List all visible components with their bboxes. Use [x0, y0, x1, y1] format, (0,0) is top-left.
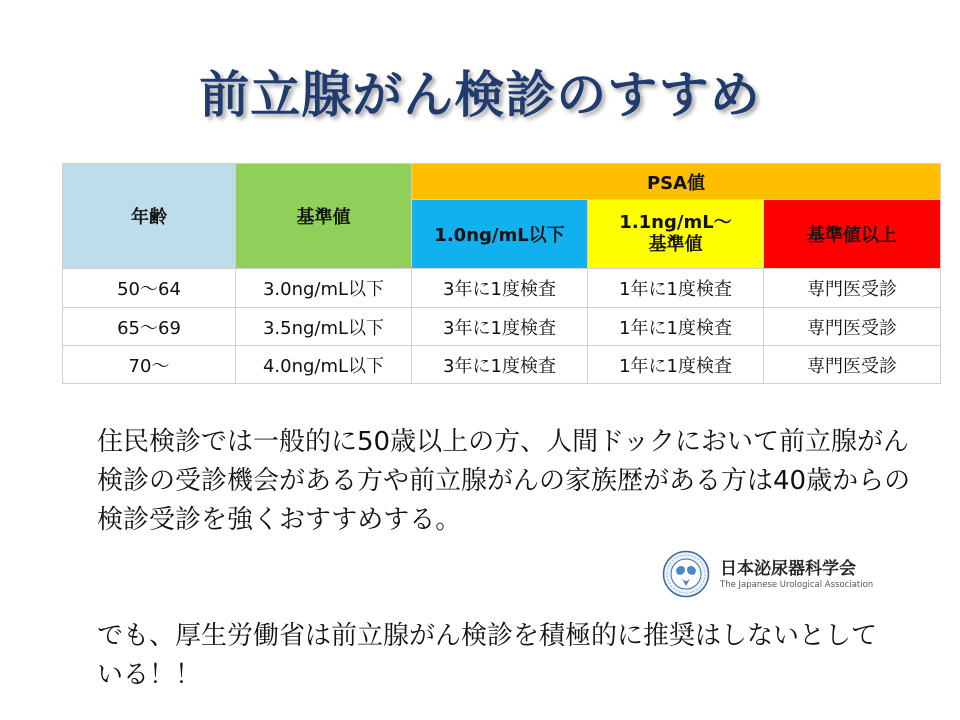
- cell-age: 50〜64: [63, 269, 236, 308]
- table-row: [63, 346, 941, 384]
- table-row: [63, 308, 941, 346]
- logo-name: 日本泌尿器科学会: [720, 559, 856, 579]
- header-psa: PSA値: [412, 164, 941, 200]
- warning-paragraph: でも、厚生労働省は前立腺がん検診を積極的に推奨はしないとしている！！: [97, 621, 878, 690]
- cell-high: 専門医受診: [764, 269, 941, 308]
- table-row: [63, 269, 941, 308]
- cell-mid: 1年に1度検査: [588, 346, 764, 384]
- header-standard: 基準値: [236, 164, 412, 269]
- psa-table: [62, 163, 941, 384]
- cell-low: 3年に1度検査: [412, 346, 588, 384]
- jua-logo: [660, 550, 880, 598]
- jua-seal-icon: [662, 550, 710, 598]
- cell-mid: 1年に1度検査: [588, 269, 764, 308]
- cell-high: 専門医受診: [764, 308, 941, 346]
- cell-age: 65〜69: [63, 308, 236, 346]
- cell-standard: 4.0ng/mL以下: [236, 346, 412, 384]
- cell-low: 3年に1度検査: [412, 269, 588, 308]
- logo-english: The Japanese Urological Association: [720, 580, 874, 590]
- cell-standard: 3.0ng/mL以下: [236, 269, 412, 308]
- header-psa-mid-line2: 基準値: [648, 234, 703, 255]
- cell-low: 3年に1度検査: [412, 308, 588, 346]
- cell-standard: 3.5ng/mL以下: [236, 308, 412, 346]
- header-age: 年齢: [63, 164, 236, 269]
- page-title: 前立腺がん検診のすすめ: [199, 66, 761, 124]
- recommendation-paragraph: 住民検診では一般的に50歳以上の方、人間ドックにおいて前立腺がん検診の受診機会がある方や前立腺がんの家族歴がある方は40歳からの検診受診を強くおすすめする。: [97, 427, 911, 535]
- header-psa-high: 基準値以上: [764, 200, 941, 269]
- cell-age: 70〜: [63, 346, 236, 384]
- cell-mid: 1年に1度検査: [588, 308, 764, 346]
- cell-high: 専門医受診: [764, 346, 941, 384]
- header-psa-mid-line1: 1.1ng/mL〜: [619, 212, 732, 233]
- header-psa-low: 1.0ng/mL以下: [412, 200, 588, 269]
- header-psa-mid: [588, 200, 764, 269]
